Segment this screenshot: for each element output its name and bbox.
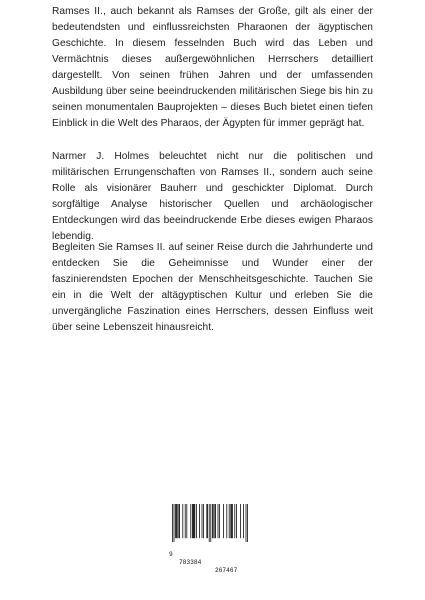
barcode-bars — [172, 504, 248, 542]
barcode-guard-bar — [246, 504, 247, 542]
barcode-guard-bar — [209, 504, 210, 542]
barcode-bar — [178, 504, 179, 538]
barcode-bar — [226, 504, 227, 538]
barcode-bar — [207, 504, 208, 538]
barcode-bar — [175, 504, 176, 538]
barcode-bar — [212, 504, 213, 538]
barcode-bar — [202, 504, 203, 538]
barcode-guard-bar — [174, 504, 175, 542]
barcode-bar — [194, 504, 195, 538]
barcode-bar — [229, 504, 230, 538]
barcode-bar — [185, 504, 186, 538]
barcode-bar — [215, 504, 216, 538]
barcode-bar — [177, 504, 178, 538]
barcode-bar — [213, 504, 214, 538]
barcode-bar — [243, 504, 244, 538]
barcode-bar — [218, 504, 219, 538]
barcode-bar — [182, 504, 183, 538]
barcode-guard-bar — [247, 504, 248, 542]
barcode-bar — [186, 504, 187, 538]
barcode-bar — [206, 504, 207, 538]
barcode-bar — [240, 504, 241, 538]
barcode-bar — [193, 504, 194, 538]
barcode-bar — [192, 504, 193, 538]
barcode-left-group: 783384 — [179, 559, 202, 566]
description-paragraph-1: Ramses II., auch bekannt als Ramses der Große, gilt als einer der bedeutendsten und einflussreichsten Pharaonen der ägyptischen Geschichte. In diesem fesselnden Buch wird das Leben und Vermächtnis dieses außergewöhnlichen Herrschers detailliert dargestellt. Von seinen frühen Jahren und der umfassenden Ausbildung über seine beeindruckenden militärischen Siege bis hin zu seinen monumentalen Bauprojekten – dieses Buch bietet einen tiefen Einblick in die Welt des Pharaos, der Ägypten für immer geprägt hat. — [52, 6, 373, 129]
barcode-bar — [230, 504, 231, 538]
barcode-bar — [179, 504, 180, 538]
barcode-bar — [199, 504, 200, 538]
barcode-bar — [231, 504, 232, 538]
barcode-right-group: 267467 — [215, 567, 238, 574]
barcode-first-digit: 9 — [169, 551, 173, 558]
barcode-guard-bar — [172, 504, 173, 542]
barcode-digits — [169, 543, 251, 583]
barcode-bar — [176, 504, 177, 538]
barcode-bar — [219, 504, 220, 538]
description-paragraph-3: Begleiten Sie Ramses II. auf seiner Reise durch die Jahrhunderte und entdecken Sie die Geheimnisse und Wunder einer der faszinierendsten Epochen der Menschheitsgeschichte. Tauchen Sie ein in die Welt der altägyptischen Kultur und erleben Sie die unvergängliche Faszination eines Herrschers, dessen Einfluss weit über seine Lebenszeit hinausreicht. — [52, 242, 373, 333]
barcode-bar — [236, 504, 237, 538]
barcode-guard-bar — [210, 504, 211, 542]
barcode-bar — [234, 504, 235, 538]
barcode-bar — [223, 504, 224, 538]
barcode-bar — [203, 504, 204, 538]
isbn-barcode — [169, 501, 251, 574]
description-paragraph-2: Narmer J. Holmes beleuchtet nicht nur die politischen und militärischen Errungenschaften von Ramses II., sondern auch seine Rolle als visionärer Bauherr und geschickter Diplomat. Durch sorgfältige Analyse historischer Quellen und archäologischer Entdeckungen wird das beeindruckende Erbe dieses ewigen Pharaos lebendig. — [52, 151, 373, 242]
barcode-bar — [194, 504, 195, 538]
barcode-bar — [196, 504, 197, 538]
barcode-bar — [214, 504, 215, 538]
barcode-bar — [232, 504, 233, 538]
barcode-bar — [190, 504, 191, 538]
